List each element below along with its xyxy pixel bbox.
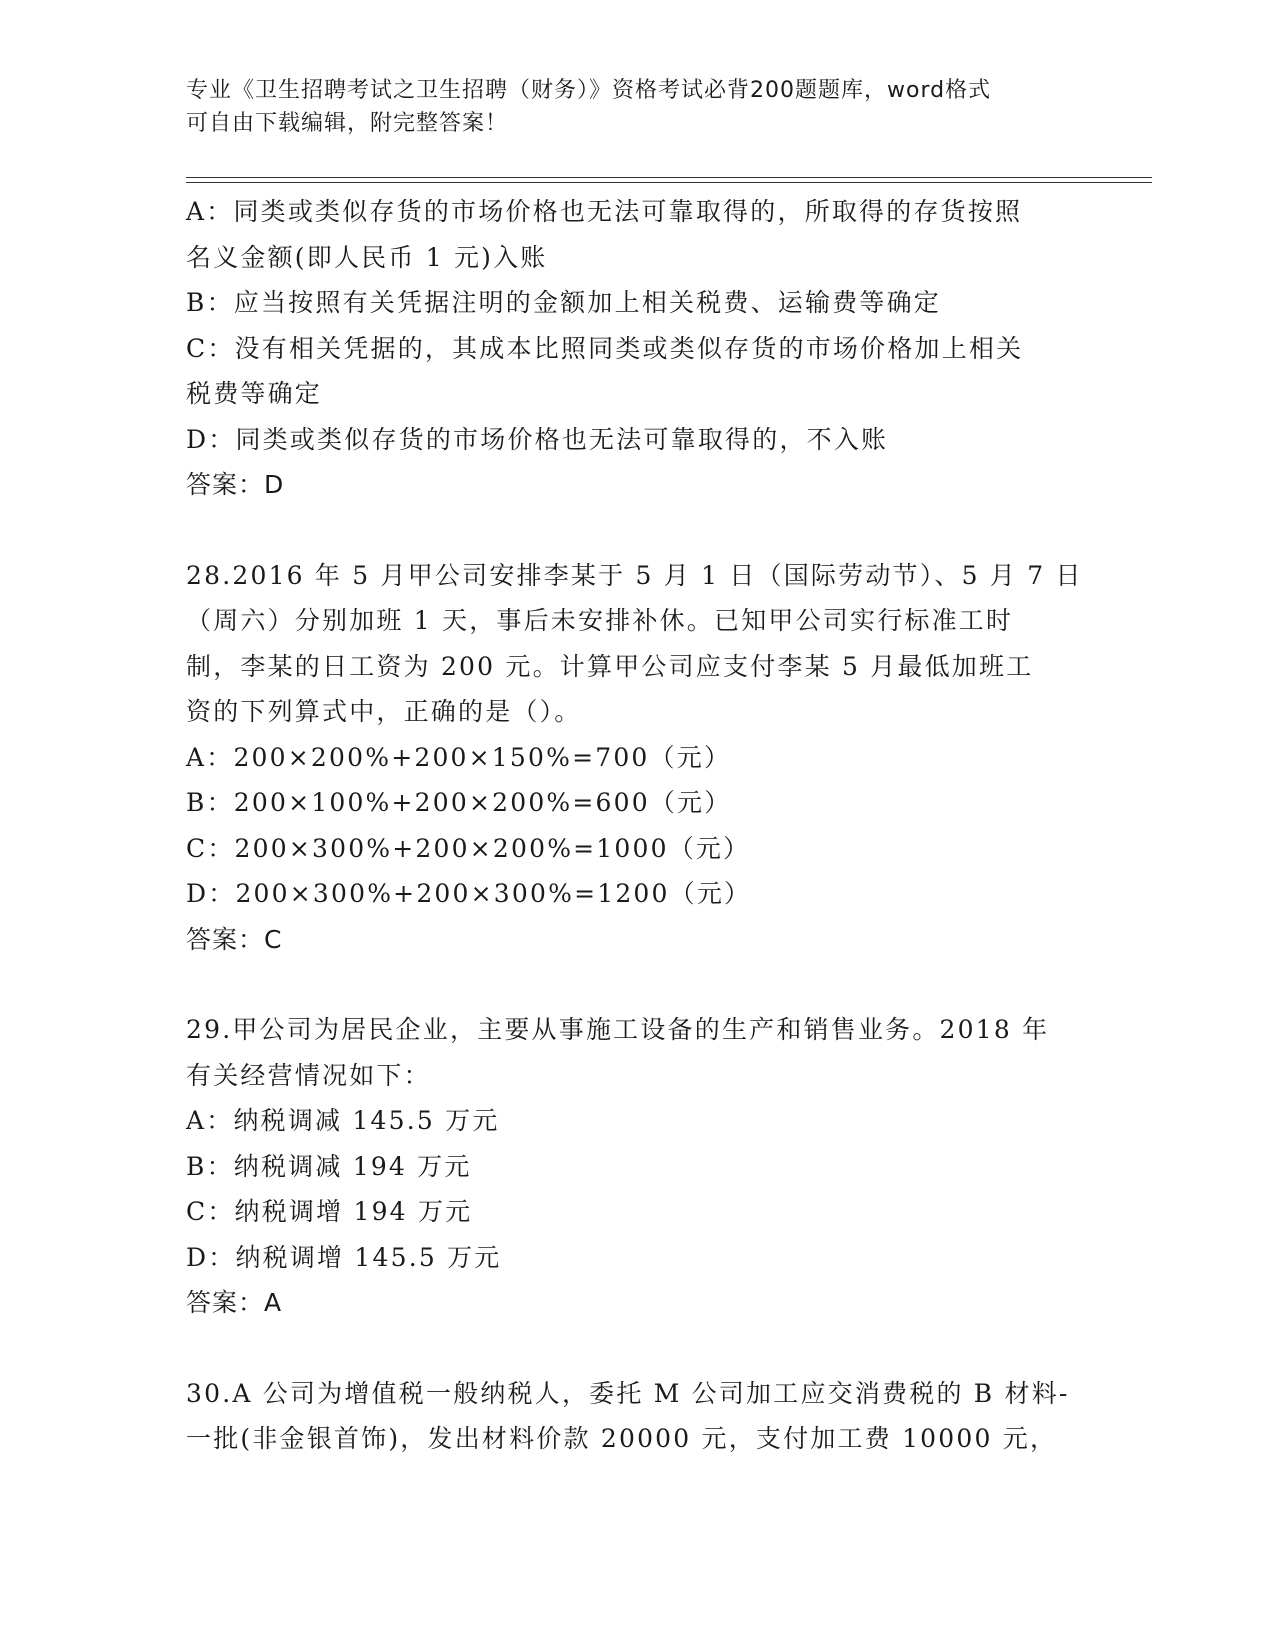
q27-option-d: D：同类或类似存货的市场价格也无法可靠取得的，不入账: [186, 424, 889, 454]
q27-option-b: B：应当按照有关凭据注明的金额加上相关税费、运输费等确定: [186, 288, 941, 317]
q28-option-d: D：200×300%+200×300%=1200（元）: [186, 879, 752, 908]
q28-line-2: （周六）分别加班 1 天，事后未安排补休。已知甲公司实行标准工时: [186, 606, 1014, 635]
q27-option-c-line-1: C：没有相关凭据的，其成本比照同类或类似存货的市场价格加上相关: [186, 333, 1024, 363]
q29-option-d: D：纳税调增 145.5 万元: [186, 1242, 502, 1272]
q28-option-c: C：200×300%+200×200%=1000（元）: [186, 833, 751, 863]
q28-option-b: B：200×100%+200×200%=600（元）: [186, 788, 732, 817]
spacer: [186, 962, 1106, 1007]
q30-line-1: 30.A 公司为增值税一般纳税人，委托 M 公司加工应交消费税的 B 材料-: [186, 1378, 1070, 1408]
question-29: [186, 1007, 1106, 1326]
question-28: [186, 553, 1106, 963]
spacer: [186, 508, 1106, 553]
spacer: [186, 1326, 1106, 1371]
q29-option-b: B：纳税调减 194 万元: [186, 1151, 472, 1181]
q27-option-a-line-2: 名义金额(即人民币 1 元)入账: [186, 242, 548, 272]
header-line-1: 专业《卫生招聘考试之卫生招聘（财务）》资格考试必背200题题库，word格式: [186, 78, 992, 103]
header-line-2: 可自由下载编辑，附完整答案！: [186, 111, 509, 136]
document-body: [186, 189, 1106, 1462]
q27-option-c-line-2: 税费等确定: [186, 379, 323, 408]
q29-answer: 答案：A: [186, 1288, 283, 1317]
q28-option-a: A：200×200%+200×150%=700（元）: [186, 742, 732, 772]
q29-line-1: 29.甲公司为居民企业，主要从事施工设备的生产和销售业务。2018 年: [186, 1015, 1050, 1044]
header-rule-bottom: [186, 182, 1152, 183]
q29-option-a: A：纳税调减 145.5 万元: [186, 1106, 500, 1135]
q29-option-c: C：纳税调增 194 万元: [186, 1197, 473, 1226]
header-rule-top: [186, 177, 1152, 178]
question-27: [186, 189, 1106, 508]
q30-line-2: 一批(非金银首饰)，发出材料价款 20000 元，支付加工费 10000 元，: [186, 1424, 1058, 1453]
q27-answer: 答案：D: [186, 470, 285, 499]
q29-line-2: 有关经营情况如下：: [186, 1060, 431, 1090]
q27-option-a-line-1: A：同类或类似存货的市场价格也无法可靠取得的，所取得的存货按照: [186, 197, 1023, 226]
document-header: [186, 74, 1086, 140]
question-30: [186, 1371, 1106, 1462]
q28-line-4: 资的下列算式中，正确的是（）。: [186, 697, 582, 726]
q28-line-3: 制，李某的日工资为 200 元。计算甲公司应支付李某 5 月最低加班工: [186, 651, 1034, 681]
q28-answer: 答案：C: [186, 924, 283, 954]
q28-line-1: 28.2016 年 5 月甲公司安排李某于 5 月 1 日（国际劳动节）、5 月 7 日: [186, 560, 1083, 590]
